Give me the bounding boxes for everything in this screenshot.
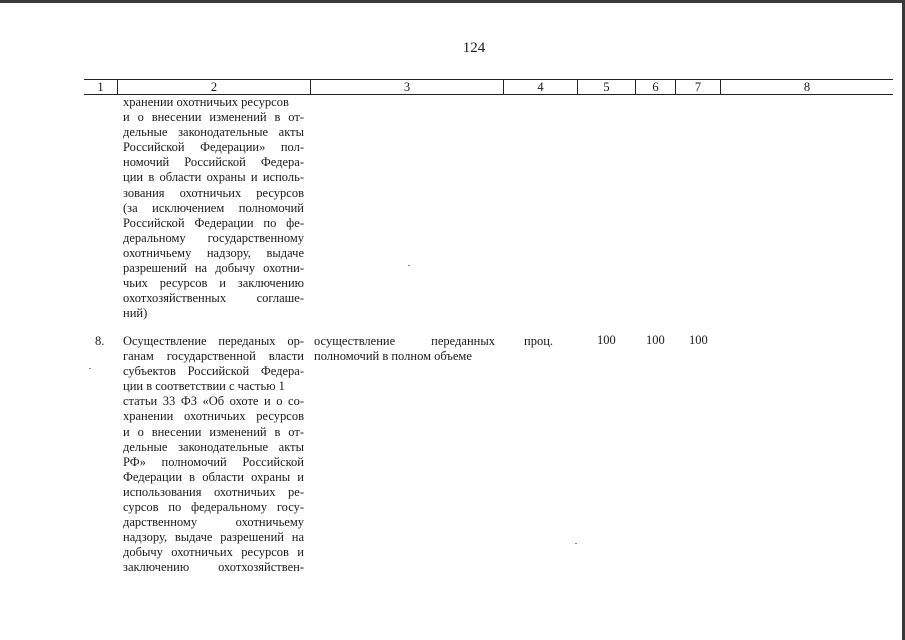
text-line: субъектов Российской Федера-: [123, 364, 304, 379]
text-line: номочий Российской Федера-: [123, 155, 304, 170]
scan-border-top: [0, 0, 905, 3]
header-col-1: 1: [97, 80, 104, 94]
text-line: разрешений на добычу охотни-: [123, 261, 304, 276]
row-8-col3: [314, 334, 495, 364]
page-number: 124: [462, 40, 486, 56]
header-col-8: 8: [720, 80, 893, 94]
text-line: охотхозяйственных соглаше-: [123, 291, 304, 306]
header-col-4: 4: [503, 80, 577, 94]
row-number: 8.: [95, 334, 105, 348]
text-line: РФ» полномочий Российской: [123, 454, 304, 469]
text-line: ний): [123, 306, 148, 321]
text-line: (за исключением полномочий: [123, 200, 304, 215]
text-line: Осуществление переданых ор-: [123, 334, 304, 348]
text-line: дарственному охотничьему: [123, 515, 304, 530]
text-line: ции в области охраны и исполь-: [123, 170, 304, 185]
text-line: ганам государственной власти: [123, 349, 304, 364]
text-line: хранении охотничьих ресурсов: [123, 95, 289, 109]
text-line: заключению охотхозяйствен-: [123, 560, 304, 575]
row-8-col5: 100: [597, 333, 616, 347]
header-col-3: 3: [310, 80, 503, 94]
text-line: полномочий в полном объеме: [314, 349, 472, 364]
text-line: использования охотничьих ре-: [123, 484, 304, 499]
text-line: осуществление переданных: [314, 334, 495, 348]
header-col-2: 2: [117, 80, 310, 94]
text-line: хранении охотничьих ресурсов: [123, 409, 304, 424]
header-col-5: 5: [577, 80, 635, 94]
text-line: охотничьему надзору, выдаче: [123, 245, 304, 260]
text-line: сурсов по федеральному госу-: [123, 500, 304, 515]
text-line: чьих ресурсов и заключению: [123, 276, 304, 291]
row-8-col6: 100: [646, 333, 665, 347]
scan-speck: [89, 368, 91, 369]
text-line: дельные законодательные акты: [123, 125, 304, 140]
row-8-col7: 100: [689, 333, 708, 347]
text-line: добычу охотничьих ресурсов и: [123, 545, 304, 560]
header-col-7: 7: [675, 80, 720, 94]
header-col-6: 6: [635, 80, 675, 94]
text-line: и о внесении изменений в от-: [123, 110, 304, 125]
text-line: ции в соответствии с частью 1: [123, 379, 285, 394]
row-8-col2: [123, 334, 304, 576]
text-line: зования охотничьих ресурсов: [123, 185, 304, 200]
row-8-col4: проц.: [524, 334, 554, 348]
text-line: и о внесении изменений в от-: [123, 424, 304, 439]
scan-speck: [408, 265, 410, 266]
text-line: Российской Федерации по фе-: [123, 215, 304, 230]
scan-speck: [575, 543, 577, 544]
table-header-row: [84, 79, 893, 95]
text-line: Российской Федерации» пол-: [123, 140, 304, 155]
text-line: статьи 33 ФЗ «Об охоте и о со-: [123, 394, 304, 409]
text-line: надзору, выдаче разрешений на: [123, 530, 304, 545]
text-line: Федерации в области охраны и: [123, 469, 304, 484]
text-line: деральному государственному: [123, 230, 304, 245]
continuation-row-col2: [123, 95, 304, 321]
text-line: дельные законодательные акты: [123, 439, 304, 454]
